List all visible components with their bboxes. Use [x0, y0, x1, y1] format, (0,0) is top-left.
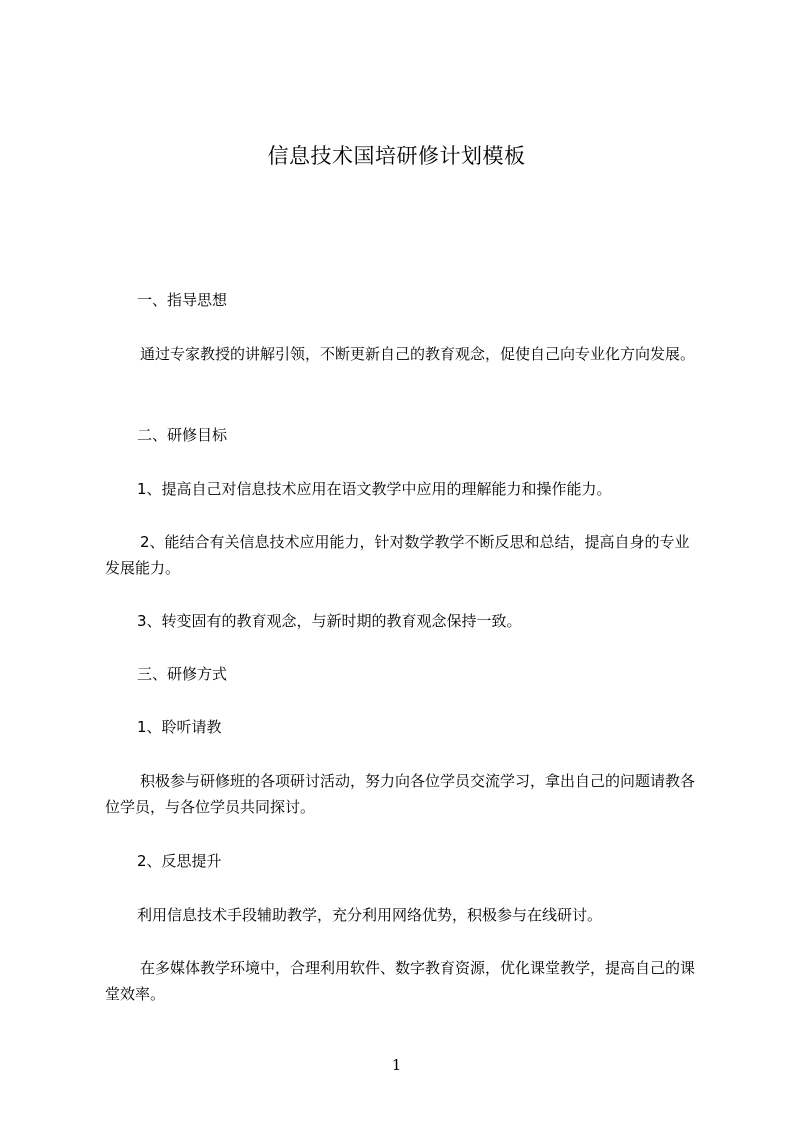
- goal-item-2: 2、能结合有关信息技术应用能力，针对数学教学不断反思和总结，提高自身的专业发展能力。: [105, 533, 690, 577]
- paragraph-method-1: 积极参与研修班的各项研讨活动，努力向各位学员交流学习，拿出自己的问题请教各位学员，与各位学员共同探讨。: [105, 772, 696, 816]
- goal-item-1: 1、提高自己对信息技术应用在语文教学中应用的理解能力和操作能力。: [137, 480, 612, 498]
- method-heading-2: 2、反思提升: [137, 852, 222, 870]
- document-title: 信息技术国培研修计划模板: [267, 144, 526, 168]
- section-heading-guiding-ideology: 一、指导思想: [137, 291, 228, 309]
- section-heading-methods: 三、研修方式: [137, 665, 228, 683]
- page-number: 1: [391, 1056, 402, 1074]
- section-heading-goals: 二、研修目标: [137, 426, 228, 444]
- method-heading-1: 1、聆听请教: [137, 718, 222, 736]
- goal-item-3: 3、转变固有的教育观念，与新时期的教育观念保持一致。: [137, 612, 522, 630]
- paragraph-method-2-a: 利用信息技术手段辅助教学，充分利用网络优势，积极参与在线研讨。: [137, 906, 603, 924]
- paragraph-method-2-b: 在多媒体教学环境中，合理利用软件、数字教育资源，优化课堂教学，提高自己的课堂效率。: [105, 959, 696, 1003]
- paragraph-guiding-ideology: 通过专家教授的讲解引领，不断更新自己的教育观念，促使自己向专业化方向发展。: [140, 345, 696, 363]
